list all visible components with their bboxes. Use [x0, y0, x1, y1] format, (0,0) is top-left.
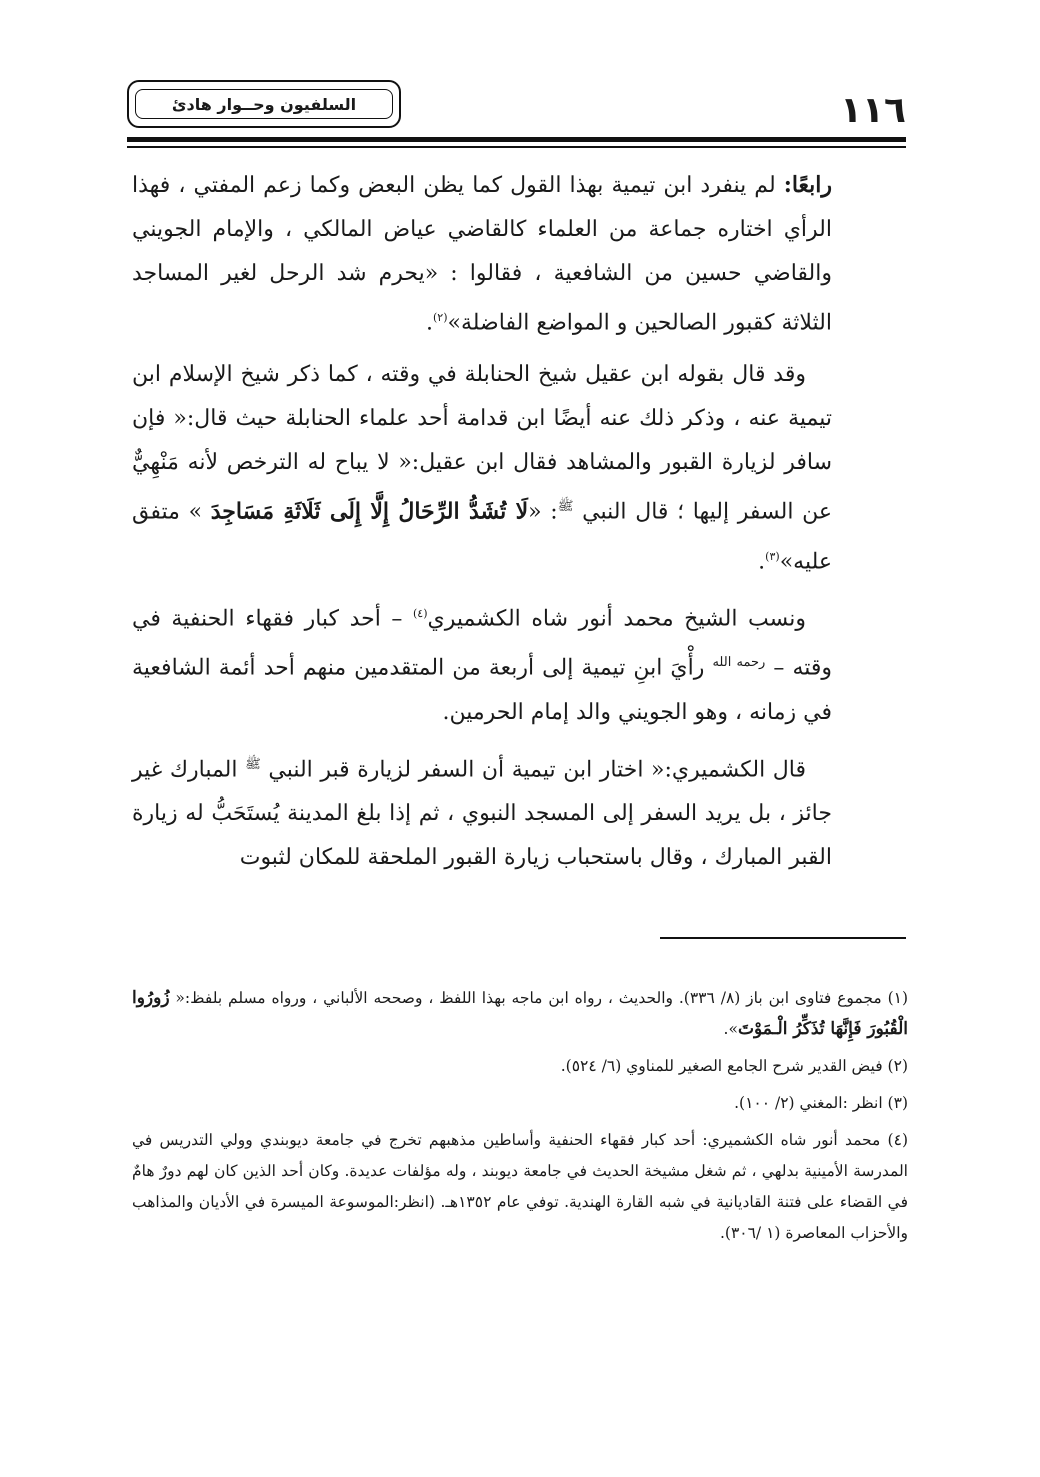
- header-rule-thick: [127, 137, 906, 142]
- footnotes: [132, 983, 908, 1255]
- header-rule-thin: [127, 146, 906, 148]
- paragraph-1: [132, 163, 832, 345]
- page-number: ١١٦: [840, 90, 906, 131]
- paragraph-text: وقد قال بقوله ابن عقيل شيخ الحنابلة في وقته ، كما ذكر شيخ الإسلام ابن تيمية عنه ، وذكر ذلك عنه أيضًا ابن قدامة أحد علماء الحنابلة حيث قال:« فإن سافر لزيارة القبور والمشاهد فقال ابن عقيل:« لا يباح له الترخص لأنه مَنْهِيٌّ عن السفر إليها ؛ قال النبي: [132, 362, 833, 525]
- footnote-ref-3: (٣): [765, 549, 780, 563]
- paragraph-text: » متفق عليه»: [132, 499, 832, 574]
- paragraph-end: .: [758, 548, 766, 574]
- footnote-ref-2: (٢): [433, 311, 448, 324]
- footnote-4: (٤) محمد أنور شاه الكشميري: أحد كبار فقهاء الحنفية وأساطين مذهبهم تخرج في جامعة ديوبندي وولي التدريس في المدرسة الأمينية بدلهي ، ثم شغل مشيخة الحديث في جامعة ديوبند ، وله مؤلفات عديدة. وكان أحد الذين كان لهم دورٌ هامٌ في القضاء على فتنة القاديانية في شبه القارة الهندية. توفي عام ١٣٥٢هـ. (انظر:الموسوعة الميسرة في الأديان والمذاهب والأحزاب المعاصرة (١ /٣٠٦).: [132, 1131, 908, 1242]
- paragraph-text: – أحد كبار فقهاء الحنفية في وقته –: [132, 606, 833, 681]
- paragraph-3: [132, 592, 832, 735]
- salla-glyph: ﷺ: [557, 499, 574, 515]
- footnote-3: (٣) انظر :المغني (٢/ ١٠٠).: [734, 1094, 908, 1112]
- hadith-text: لَا تُشَدُّ الرِّحَالُ إِلَّا إِلَى ثَلَاثَةِ مَسَاجِدَ: [210, 498, 529, 525]
- footnote-separator: [660, 937, 906, 939]
- footnote-2: (٢) فيض القدير شرح الجامع الصغير للمناوي (٦/ ٥٢٤).: [560, 1057, 908, 1075]
- footnote-end: ».: [723, 1020, 738, 1038]
- paragraph-text: ونسب الشيخ محمد أنور شاه الكشميري: [427, 606, 806, 632]
- paragraph-text: رأْيَ ابنِ تيمية إلى أربعة من المتقدمين منهم أحد أئمة الشافعية في زمانه ، وهو الجويني والد إمام الحرمين.: [132, 655, 832, 725]
- paragraph-end: .: [426, 310, 433, 336]
- paragraph-text: المبارك غير جائز ، بل يريد السفر إلى المسجد النبوي ، ثم إذا بلغ المدينة يُستَحَبُّ له زيارة القبر المبارك ، وقال باستحباب زيارة القبور الملحقة للمكان لثبوت: [132, 756, 832, 870]
- paragraph-2: [132, 353, 832, 584]
- rahimahu-allah-glyph: رحمه الله: [712, 655, 766, 671]
- paragraph-text: لم ينفرد ابن تيمية بهذا القول كما يظن البعض وكما زعم المفتي ، فهذا الرأي اختاره جماعة من العلماء كالقاضي عياض المالكي ، والإمام الجويني والقاضي حسين من الشافعية ، فقالوا : «يحرم شد الرحل لغير المساجد الثلاثة كقبور الصالحين و المواضع الفاضلة»: [132, 173, 832, 336]
- paragraph-lead: رابعًا:: [783, 172, 832, 198]
- main-text: [132, 163, 832, 888]
- running-header-title: السلفيون وحــوار هادئ: [135, 89, 393, 119]
- salla-glyph: ﷺ: [245, 756, 261, 772]
- footnote-1: [132, 983, 908, 1045]
- footnote-text: (١) مجموع فتاوى ابن باز (٨/ ٣٣٦). والحديث ، رواه ابن ماجه بهذا اللفظ ، وصححه الألباني ، ورواه مسلم بلفظ:«: [169, 989, 909, 1007]
- footnote-ref-4: (٤): [412, 606, 428, 620]
- paragraph-text: قال الكشميري:« اختار ابن تيمية أن السفر لزيارة قبر النبي: [260, 756, 806, 782]
- paragraph-text: : «: [528, 499, 558, 525]
- running-header-frame: [127, 80, 401, 128]
- paragraph-4: [132, 743, 832, 880]
- footnote-hadith: زُورُوا الْقُبُورَ فَإِنَّهَا تُذَكِّرُ الْـمَوْتَ: [132, 988, 908, 1039]
